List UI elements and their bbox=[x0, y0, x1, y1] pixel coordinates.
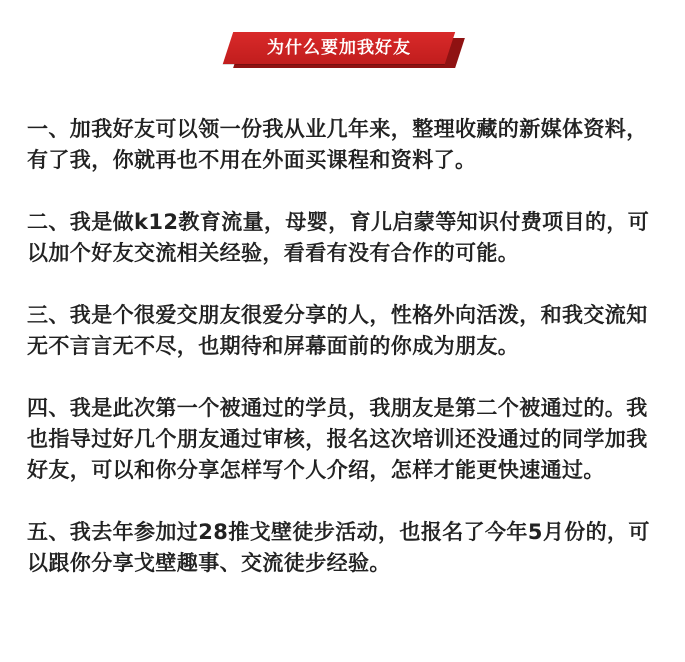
paragraph-1: 一、加我好友可以领一份我从业几年来，整理收藏的新媒体资料，有了我，你就再也不用在外面买课程和资料了。 bbox=[27, 117, 648, 172]
paragraph-3: 三、我是个很爱交朋友很爱分享的人，性格外向活泼，和我交流知无不言言无不尽，也期待和屏幕面前的你成为朋友。 bbox=[27, 303, 648, 358]
paragraph-4: 四、我是此次第一个被通过的学员，我朋友是第二个被通过的。我也指导过好几个朋友通过审核，报名这次培训还没通过的同学加我好友，可以和你分享怎样写个人介绍，怎样才能更快速通过。 bbox=[27, 396, 648, 482]
content-body bbox=[27, 114, 663, 579]
title-banner bbox=[0, 28, 685, 76]
paragraph-2: 二、我是做k12教育流量，母婴，育儿启蒙等知识付费项目的，可以加个好友交流相关经验，看看有没有合作的可能。 bbox=[27, 210, 650, 265]
page-title: 为什么要加我好友 bbox=[267, 38, 411, 58]
paragraph-5: 五、我去年参加过28推戈壁徒步活动，也报名了今年5月份的，可以跟你分享戈壁趣事、交流徒步经验。 bbox=[27, 520, 650, 575]
